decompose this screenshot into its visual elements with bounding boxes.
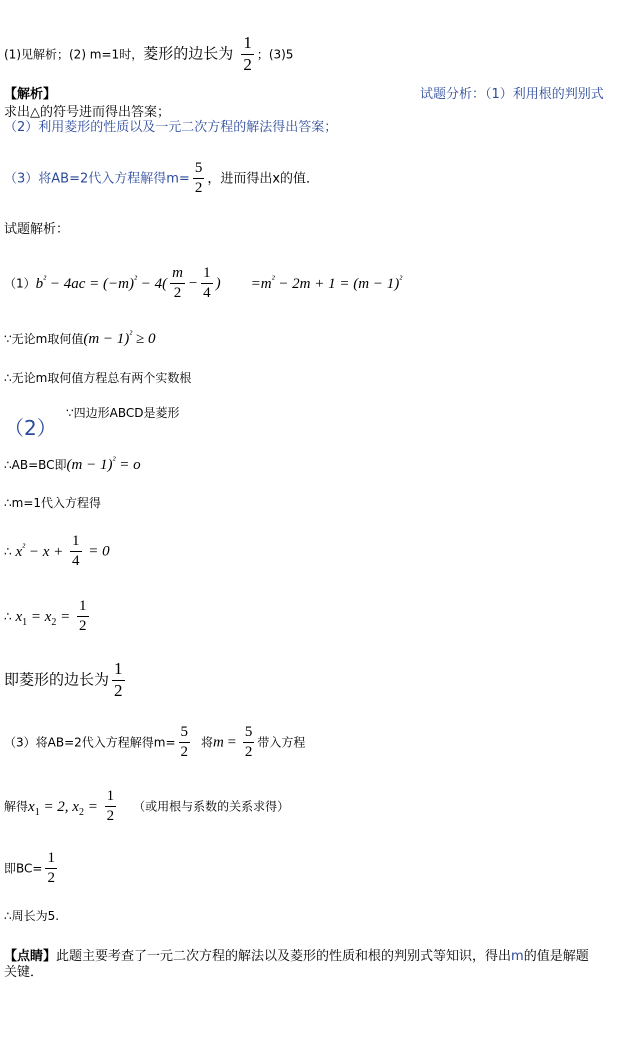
fraction-numerator: 1 (112, 660, 125, 681)
expr-part: m (213, 734, 224, 751)
exponent: ² (22, 541, 26, 553)
quadratic-expression (15, 541, 68, 560)
nonnegative-expression (83, 331, 155, 347)
answer-fraction (241, 34, 254, 74)
fraction-numerator: 1 (241, 34, 254, 55)
subscript: 1 (34, 806, 40, 818)
comment-tail: 的值是解题 (523, 949, 589, 964)
expr-part: = (223, 734, 240, 751)
bc-line (4, 850, 60, 886)
expr-part: (m − 1) (83, 331, 130, 347)
fraction-numerator: 5 (179, 724, 191, 743)
analysis-step3 (4, 160, 319, 196)
subscript: 1 (22, 616, 28, 628)
expr-part: = (56, 608, 75, 625)
fraction-denominator: 2 (79, 617, 87, 634)
analysis-step1: 求出△的符号进而得出答案； (4, 105, 170, 120)
fraction-1-over-4 (70, 533, 82, 569)
expr-part: = 2, x (39, 798, 79, 815)
exponent: ² (134, 273, 137, 285)
discriminant-expression (35, 273, 168, 292)
solution-header: 试题解析： (4, 222, 70, 237)
fraction-denominator: 4 (203, 284, 211, 301)
exponent: ² (43, 273, 47, 285)
vieta-note: （或用根与系数的关系求得） (133, 799, 290, 814)
part3-m-equals (213, 735, 240, 751)
comment-text: 此题主要考查了一元二次方程的解法以及菱形的性质和根的判别式等知识，得出 (56, 949, 512, 964)
roots-expression (15, 608, 75, 628)
perimeter-line: ∴周长为5. (4, 909, 60, 923)
fraction-5-over-2 (179, 724, 191, 760)
fraction-numerator: m (170, 265, 185, 284)
comment-m: m (511, 949, 524, 964)
expr-part: x (15, 543, 23, 560)
close-paren: ) (215, 275, 221, 292)
fraction-numerator: 1 (45, 850, 57, 869)
answer-suffix: ；(3)5 (256, 47, 294, 62)
therefore-symbol: ∴ (4, 609, 16, 624)
fraction-1-over-4 (201, 265, 213, 301)
answer-line (4, 34, 293, 74)
fraction-numerator: 1 (70, 533, 82, 552)
therefore-symbol: ∴ (4, 544, 16, 559)
fraction-1-over-2 (77, 598, 89, 634)
fraction-numerator: 1 (77, 598, 89, 617)
exponent: ² (399, 273, 403, 285)
discriminant-line (4, 265, 402, 301)
subscript: 2 (78, 806, 84, 818)
rhombus-statement: ∵四边形ABCD是菱形 (66, 406, 180, 420)
bc-text: 即BC= (4, 861, 43, 876)
expr-part: b (35, 275, 44, 292)
analysis-header: 【解析】 (4, 87, 57, 102)
fraction-numerator: 1 (201, 265, 213, 284)
nonnegative-text: ∵无论m取何值 (4, 332, 84, 346)
expr-part: (m − 1) (66, 457, 113, 473)
discriminant-result (250, 273, 403, 292)
part3-solve-text: 解得 (4, 799, 29, 814)
fraction-5-over-2 (243, 724, 255, 760)
part2-label: （2） (4, 416, 57, 440)
exponent: ² (129, 329, 133, 340)
expr-part: − 4ac = (−m) (46, 275, 134, 292)
answer-prefix: (1)见解析；(2) m=1时， (4, 47, 144, 62)
analysis-step3-tail: ，进而得出x的值． (207, 171, 320, 187)
fraction-denominator: 2 (173, 284, 182, 301)
part3-jiang: 将 (201, 735, 214, 750)
fraction-m-over-2 (170, 265, 185, 301)
analysis-step2: （2）利用菱形的性质以及一元二次方程的解法得出答案； (4, 120, 338, 135)
expr-part: = (83, 798, 102, 815)
fraction-numerator: 1 (105, 788, 117, 807)
expr-part: x (15, 608, 23, 625)
part3-roots-expression (28, 798, 102, 818)
fraction-1-over-2 (45, 850, 57, 886)
nonnegative-line (4, 330, 156, 347)
analysis-intro: 试题分析：（1）利用根的判别式 (420, 87, 604, 102)
fraction-1-over-2 (112, 660, 125, 700)
side-length-line (4, 660, 128, 700)
comment-continuation: 关键． (4, 965, 44, 980)
part3-roots-line (4, 788, 289, 824)
two-real-roots-line: ∴无论m取何值方程总有两个实数根 (4, 371, 192, 385)
analysis-step3-fraction (193, 160, 205, 196)
fraction-denominator: 2 (106, 807, 115, 824)
expr-part: x (28, 798, 35, 815)
expr-part: − x + (25, 543, 68, 560)
fraction-denominator: 4 (72, 552, 80, 569)
fraction-numerator: 5 (193, 160, 205, 179)
roots-line (4, 598, 92, 634)
fraction-denominator: 2 (244, 743, 253, 760)
exponent: ² (271, 273, 275, 285)
part3-text: （3）将AB=2代入方程解得m= (4, 735, 176, 750)
comment-header: 【点睛】 (4, 949, 57, 964)
comment-line (4, 947, 589, 963)
fraction-denominator: 2 (47, 869, 55, 886)
part3-line (4, 724, 305, 760)
ab-equals-bc-expression (67, 457, 141, 473)
expr-part: = o (115, 457, 141, 473)
subscript: 2 (51, 616, 57, 628)
ab-equals-bc-line (4, 456, 141, 473)
exponent: ² (112, 455, 116, 466)
fraction-denominator: 2 (180, 743, 189, 760)
analysis-step3-text: （3）将AB=2代入方程解得m= (4, 171, 190, 187)
expr-part: − 4( (137, 275, 168, 292)
answer-rhombus-side-text: 菱形的边长为 (143, 44, 234, 63)
quadratic-equation-line (4, 533, 110, 569)
expr-part: − 2m + 1 = (m − 1) (274, 275, 400, 292)
expr-part: = x (27, 608, 52, 625)
equals-zero: = 0 (84, 543, 110, 560)
expr-part: =m (250, 275, 272, 292)
fraction-1-over-2 (105, 788, 117, 824)
fraction-denominator: 2 (243, 54, 252, 74)
substitute-m-line: ∴m=1代入方程得 (4, 496, 102, 510)
ab-equals-bc-text: ∴AB=BC即 (4, 458, 67, 472)
expr-part: ≥ 0 (132, 331, 156, 347)
minus-sign: − (187, 275, 199, 292)
part3-substitute-text: 带入方程 (257, 735, 306, 750)
fraction-denominator: 2 (194, 179, 203, 196)
side-length-text: 即菱形的边长为 (4, 670, 110, 689)
step-label: （1） (4, 276, 36, 291)
fraction-numerator: 5 (243, 724, 255, 743)
fraction-denominator: 2 (114, 680, 123, 700)
